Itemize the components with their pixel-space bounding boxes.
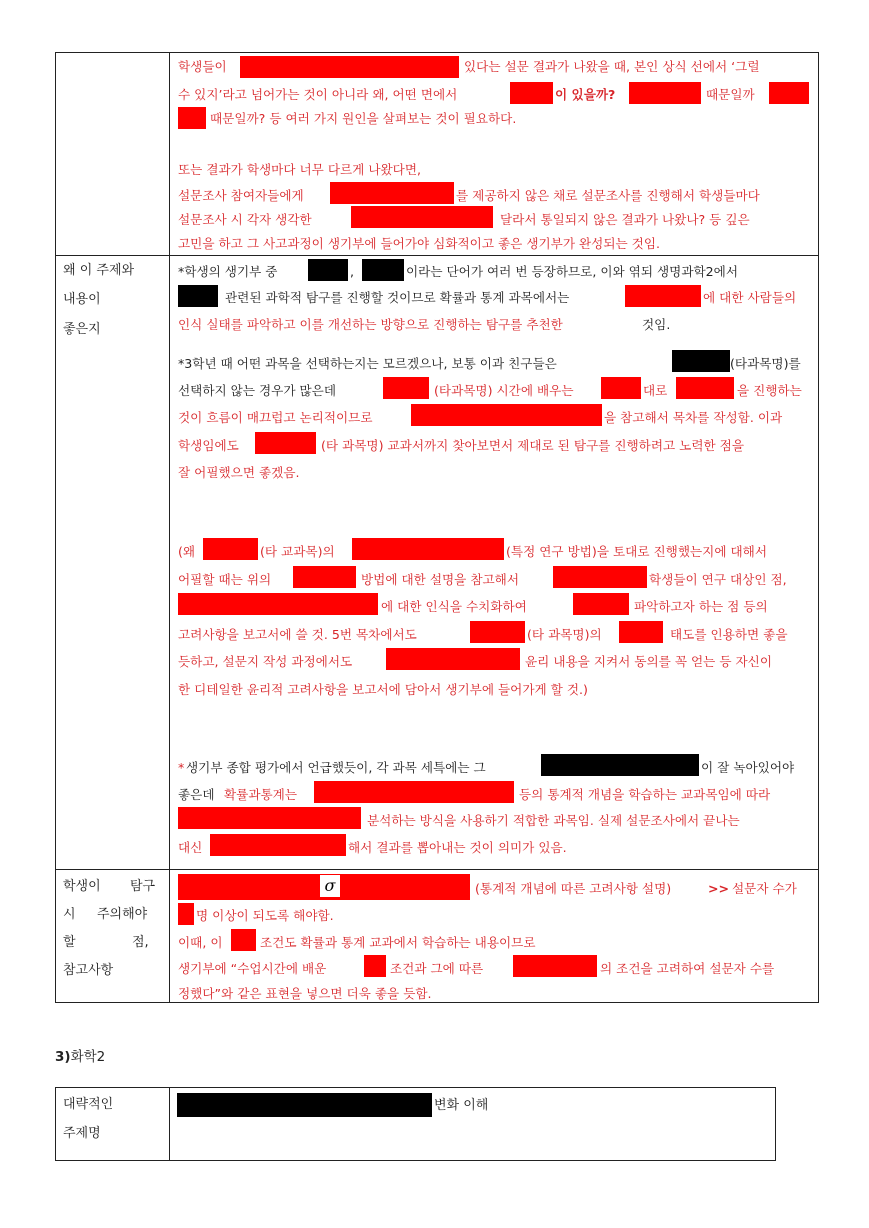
table1-row-divider-2 bbox=[55, 869, 819, 870]
p3-text: (타 교과목)의 bbox=[260, 544, 335, 559]
p3-text: 파악하고자 하는 점 등의 bbox=[634, 599, 768, 614]
redacted-box bbox=[573, 593, 629, 615]
redacted-box bbox=[203, 538, 258, 560]
p2-text: 잘 어필했으면 좋겠음. bbox=[178, 465, 300, 480]
row1-text: 를 제공하지 않은 채로 설문조사를 진행해서 학생들마다 bbox=[456, 188, 760, 203]
p4-text: 등의 통계적 개념을 학습하는 교과목임에 따라 bbox=[519, 787, 771, 802]
p2-text: 을 참고해서 목차를 작성함. 이과 bbox=[604, 410, 783, 425]
redacted-box bbox=[255, 432, 316, 454]
section-number: 3) bbox=[55, 1049, 71, 1065]
p3-text: (왜 bbox=[178, 544, 196, 559]
p1-text: *학생의 생기부 중 bbox=[178, 264, 278, 279]
p3-text: 듯하고, 설문지 작성 과정에서도 bbox=[178, 654, 353, 669]
p2-text: (타 과목명) 교과서까지 찾아보면서 제대로 된 탐구를 진행하려고 노력한 점을 bbox=[321, 438, 744, 453]
row3-label-word: 학생이 bbox=[63, 879, 101, 894]
row1-text: 달라서 통일되지 않은 결과가 나왔나? 등 깊은 bbox=[500, 212, 750, 227]
redacted-box bbox=[386, 648, 520, 670]
row1-text: 또는 결과가 학생마다 너무 다르게 나왔다면, bbox=[178, 162, 421, 177]
topic-label-line: 주제명 bbox=[63, 1126, 101, 1141]
table2-right-border bbox=[775, 1087, 776, 1161]
redacted-box bbox=[210, 834, 346, 856]
section-heading bbox=[55, 1048, 105, 1066]
row3-text: >> bbox=[708, 881, 730, 896]
row1-text: 때문일까? 등 여러 가지 원인을 살펴보는 것이 필요하다. bbox=[210, 111, 517, 126]
row1-text: 있다는 설문 결과가 나왔을 때, 본인 상식 선에서 ‘그럴 bbox=[464, 59, 760, 74]
p1-text: 에 대한 사람들의 bbox=[703, 290, 797, 305]
topic-value: 변화 이해 bbox=[434, 1098, 489, 1113]
p2-text: (타과목명) 시간에 배우는 bbox=[434, 383, 574, 398]
row2-label-line: 좋은지 bbox=[63, 322, 101, 337]
row3-text: 생기부에 “수업시간에 배운 bbox=[178, 961, 327, 976]
sigma-symbol: σ bbox=[320, 875, 340, 897]
redacted-box bbox=[293, 566, 356, 588]
redacted-box bbox=[231, 929, 256, 951]
p1-text: 관련된 과학적 탐구를 진행할 것이므로 확률과 통계 과목에서는 bbox=[225, 290, 570, 305]
row3-text: 의 조건을 고려하여 설문자 수를 bbox=[600, 961, 775, 976]
p4-text: 해서 결과를 뽑아내는 것이 의미가 있음. bbox=[348, 840, 567, 855]
row3-label-word: 주의해야 bbox=[97, 907, 148, 922]
redacted-box bbox=[362, 259, 404, 281]
row3-label-word: 시 bbox=[63, 907, 76, 922]
redacted-box bbox=[314, 781, 514, 803]
row3-label-word: 점, bbox=[132, 935, 149, 950]
table1-row-divider-1 bbox=[55, 255, 819, 256]
row3-text: 명 이상이 되도록 해야함. bbox=[196, 908, 334, 923]
p4-text: 대신 bbox=[178, 840, 203, 855]
redacted-box bbox=[178, 807, 361, 829]
redacted-box bbox=[177, 1093, 432, 1117]
redacted-box bbox=[601, 377, 641, 399]
p1-text: 것임. bbox=[642, 317, 671, 332]
redacted-box bbox=[629, 82, 701, 104]
row3-label-word: 탐구 bbox=[130, 879, 156, 894]
p3-text: 학생들이 연구 대상인 점, bbox=[649, 572, 787, 587]
redacted-box bbox=[383, 377, 429, 399]
p3-text: 태도를 인용하면 좋을 bbox=[670, 627, 788, 642]
redacted-box bbox=[769, 82, 809, 104]
row1-text: 설문조사 시 각자 생각한 bbox=[178, 212, 312, 227]
p4-text: 이 잘 녹아있어야 bbox=[701, 760, 795, 775]
table2-bottom-border bbox=[55, 1160, 776, 1161]
p2-text: 것이 흐름이 매끄럽고 논리적이므로 bbox=[178, 410, 373, 425]
row3-text: 정했다”와 같은 표현을 넣으면 더욱 좋을 듯함. bbox=[178, 986, 432, 1001]
p2-text: (타과목명)를 bbox=[730, 356, 801, 371]
p3-text: 에 대한 인식을 수치화하여 bbox=[381, 599, 527, 614]
row1-text: 이 있을까? bbox=[555, 87, 616, 102]
row3-text: 설문자 수가 bbox=[732, 881, 797, 896]
p4-text: 확률과통계는 bbox=[224, 787, 297, 802]
redacted-box bbox=[553, 566, 647, 588]
p3-text: 고려사항을 보고서에 쓸 것. 5번 목차에서도 bbox=[178, 627, 417, 642]
redacted-box bbox=[470, 621, 525, 643]
table2-left-border bbox=[55, 1087, 56, 1161]
row1-text: 때문일까 bbox=[706, 87, 755, 102]
table2-top-border bbox=[55, 1087, 776, 1088]
redacted-box bbox=[541, 754, 699, 776]
table1-col-divider bbox=[169, 52, 170, 1003]
p2-text: 대로 bbox=[643, 383, 668, 398]
redacted-box bbox=[676, 377, 734, 399]
table1-left-border bbox=[55, 52, 56, 1003]
row2-label-line: 내용이 bbox=[63, 292, 101, 307]
row1-text: 학생들이 bbox=[178, 59, 227, 74]
p4-text: 생기부 종합 평가에서 언급했듯이, 각 과목 세특에는 그 bbox=[186, 760, 486, 775]
p2-text: 을 진행하는 bbox=[737, 383, 802, 398]
p2-text: 학생임에도 bbox=[178, 438, 239, 453]
row3-text: 조건과 그에 따른 bbox=[390, 961, 484, 976]
p4-text: 분석하는 방식을 사용하기 적합한 과목임. 실제 설문조사에서 끝나는 bbox=[367, 813, 740, 828]
redacted-box bbox=[178, 285, 218, 307]
p1-text: , bbox=[350, 264, 355, 279]
p3-text: 방법에 대한 설명을 참고해서 bbox=[361, 572, 519, 587]
p3-text: (특정 연구 방법)을 토대로 진행했는지에 대해서 bbox=[506, 544, 767, 559]
redacted-box bbox=[672, 350, 730, 372]
p2-text: 선택하지 않는 경우가 많은데 bbox=[178, 383, 336, 398]
redacted-box bbox=[178, 903, 194, 925]
topic-label-line: 대략적인 bbox=[63, 1097, 114, 1112]
p3-text: 한 디테일한 윤리적 고려사항을 보고서에 담아서 생기부에 들어가게 할 것.) bbox=[178, 682, 588, 697]
p1-text: 인식 실태를 파악하고 이를 개선하는 방향으로 진행하는 탐구를 추천한 bbox=[178, 317, 563, 332]
p3-text: 윤리 내용을 지켜서 동의를 꼭 얻는 등 자신이 bbox=[525, 654, 773, 669]
redacted-box bbox=[352, 538, 504, 560]
redacted-box bbox=[513, 955, 597, 977]
redacted-box bbox=[240, 56, 459, 78]
row3-text: 조건도 확률과 통계 교과에서 학습하는 내용이므로 bbox=[260, 935, 536, 950]
redacted-box bbox=[351, 206, 493, 228]
redacted-box bbox=[625, 285, 701, 307]
p3-text: 어필할 때는 위의 bbox=[178, 572, 272, 587]
redacted-box bbox=[330, 182, 454, 204]
table1-right-border bbox=[818, 52, 819, 1003]
redacted-box bbox=[308, 259, 348, 281]
row3-label-word: 참고사항 bbox=[63, 963, 114, 978]
row3-text: (통계적 개념에 따른 고려사항 설명) bbox=[475, 881, 672, 896]
redacted-box bbox=[178, 593, 378, 615]
p2-text: *3학년 때 어떤 과목을 선택하는지는 모르겠으나, 보통 이과 친구들은 bbox=[178, 356, 557, 371]
row3-label-word: 할 bbox=[63, 935, 76, 950]
redacted-box bbox=[411, 404, 602, 426]
p1-text: 이라는 단어가 여러 번 등장하므로, 이와 엮되 생명과학2에서 bbox=[406, 264, 739, 279]
p4-text: * bbox=[178, 760, 185, 775]
redacted-box bbox=[510, 82, 553, 104]
row2-label-line: 왜 이 주제와 bbox=[63, 263, 135, 278]
p3-text: (타 과목명)의 bbox=[527, 627, 602, 642]
row1-text: 고민을 하고 그 사고과정이 생기부에 들어가야 심화적이고 좋은 생기부가 완성되는 것임. bbox=[178, 236, 660, 251]
p4-text: 좋은데 bbox=[178, 787, 215, 802]
row3-text: 이때, 이 bbox=[178, 935, 223, 950]
redacted-box bbox=[364, 955, 386, 977]
table1-bottom-border bbox=[55, 1002, 819, 1003]
row1-text: 설문조사 참여자들에게 bbox=[178, 188, 304, 203]
redacted-box bbox=[178, 107, 206, 129]
row1-text: 수 있지’라고 넘어가는 것이 아니라 왜, 어떤 면에서 bbox=[178, 87, 458, 102]
section-title: 화학2 bbox=[70, 1049, 106, 1065]
redacted-box bbox=[619, 621, 663, 643]
table2-col-divider bbox=[169, 1087, 170, 1161]
